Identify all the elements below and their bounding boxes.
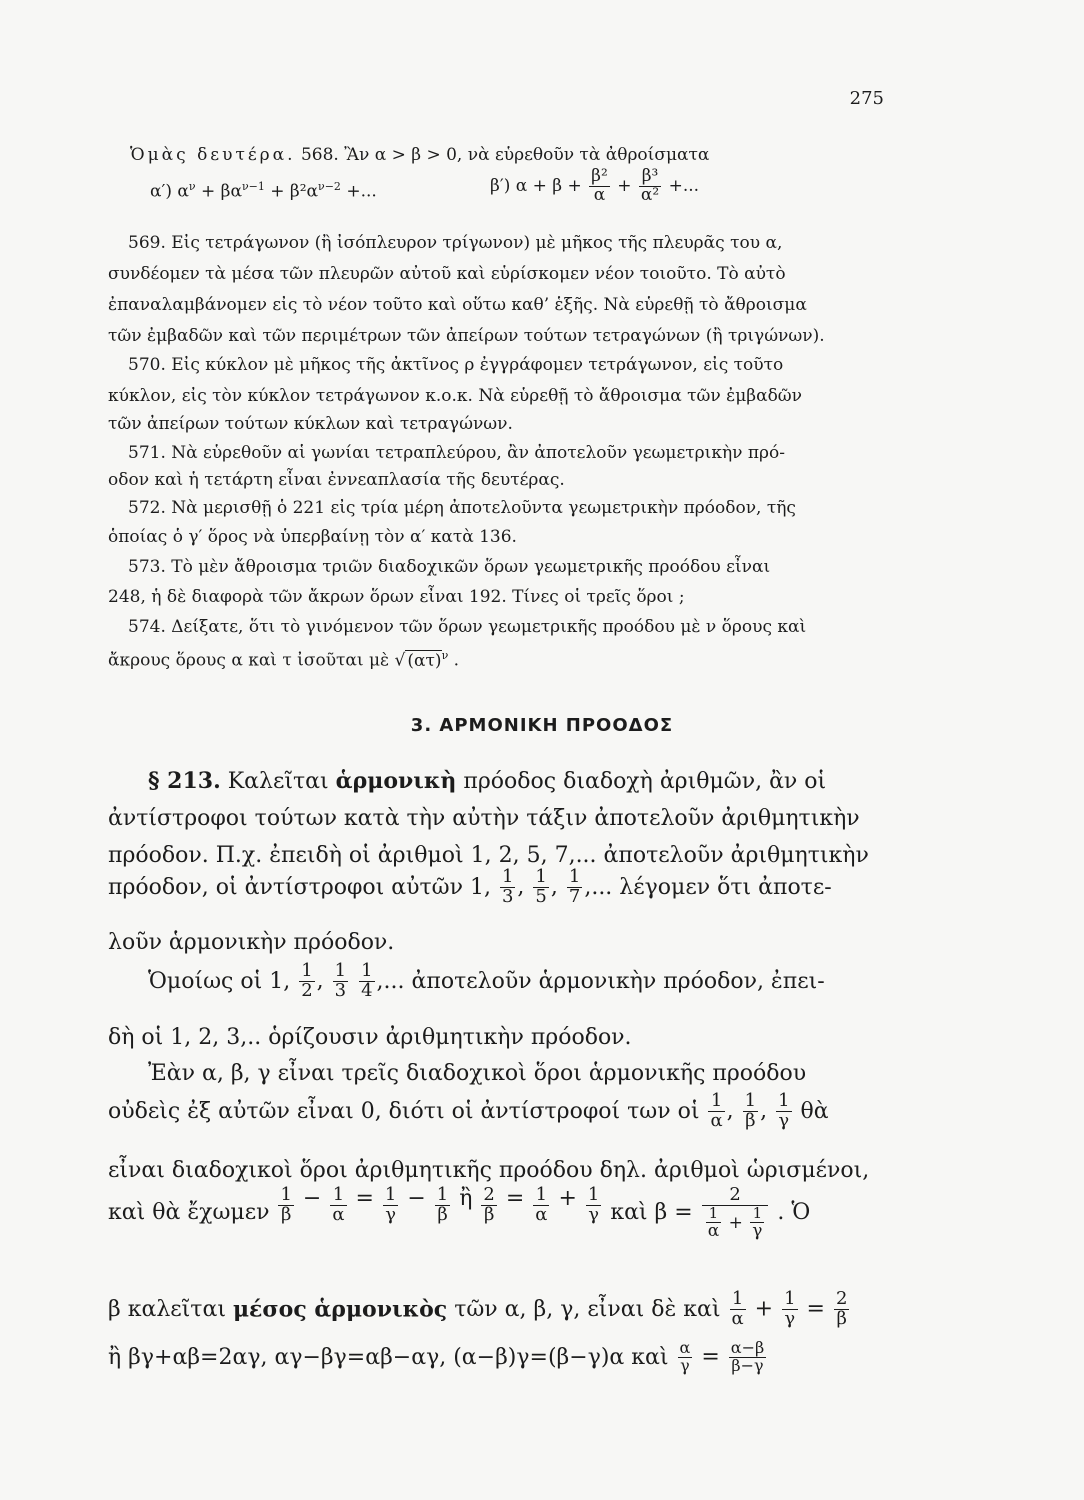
text: καὶ β = — [610, 1200, 693, 1225]
fraction: $\frac{1}{\beta}$ — [744, 1090, 757, 1131]
problem-571-line1: 571. Νὰ εὑρεθοῦν αἱ γωνίαι τετραπλεύρου, ἂν ἀποτελοῦν γεωμετρικὴν πρό- — [128, 443, 786, 463]
fraction: $\frac{\alpha-\beta}{\beta-\gamma}$ — [730, 1338, 765, 1375]
series-a-term1: α — [177, 181, 189, 202]
fraction: $\frac{1}{\beta}$ — [436, 1184, 449, 1225]
section-line3: πρόοδον. Π.χ. ἐπειδὴ οἱ ἀριθμοὶ 1, 2, 5, 7,... ἀποτελοῦν ἀριθμητικὴν — [108, 843, 869, 868]
series-a-term2: + βα — [200, 181, 242, 202]
fraction: $\frac{\text{β²}}{\alpha}$ — [591, 166, 608, 205]
fraction: $\frac{1}{\gamma}$ — [778, 1090, 790, 1131]
term-harmonic-mean: μέσος ἁρμονικὸς — [232, 1296, 448, 1323]
problem-568-text: 568. Ἂν α > β > 0, νὰ εὑρεθοῦν τὰ ἀθροίσματα — [300, 145, 710, 165]
text: πρόοδον, οἱ ἀντίστροφοι αὐτῶν 1, — [108, 874, 491, 900]
section-line5: λοῦν ἁρμονικὴν πρόοδον. — [108, 930, 395, 955]
problem-571-line2: οδον καὶ ἡ τετάρτη εἶναι ἐννεαπλασία τῆς δευτέρας. — [108, 470, 565, 490]
section-line2: ἀντίστροφοι τούτων κατὰ τὴν αὐτὴν τάξιν ἀποτελοῦν ἀριθμητικὴν — [108, 806, 860, 831]
fraction: $\frac{1}{\gamma}$ — [784, 1288, 796, 1329]
section-line8: Ἐὰν α, β, γ εἶναι τρεῖς διαδοχικοὶ ὅροι ἁρμονικῆς προόδου — [148, 1061, 807, 1086]
fraction: $\frac{\alpha}{\gamma}$ — [679, 1338, 691, 1375]
problem-569-line1: 569. Εἰς τετράγωνον (ἢ ἰσόπλευρον τρίγωνον) μὲ μῆκος τῆς πλευρᾶς του α, — [128, 233, 783, 253]
fraction: $\frac{1}{\alpha}$ — [731, 1288, 744, 1329]
section-line1 — [148, 768, 826, 794]
fraction: $\frac{1}{\gamma}$ — [587, 1184, 600, 1225]
radical: (ατ) — [407, 650, 442, 671]
fraction: $\frac{1}{2}$ — [301, 960, 313, 1001]
fraction: $\frac{1}{4}$ — [361, 960, 373, 1001]
section-line10: εἶναι διαδοχικοὶ ὅροι ἀριθμητικῆς προόδου δηλ. ἀριθμοὶ ὡρισμένοι, — [108, 1158, 870, 1183]
fraction: $\frac{1}{\beta}$ — [280, 1184, 292, 1225]
series-b: β′) α + β + $\frac{\text{β²}}{\alpha}$ + $\frac{\text{β³}}{\text{α²}}$ +... — [490, 166, 700, 205]
problem-570-line1: 570. Εἰς κύκλον μὲ μῆκος τῆς ἀκτῖνος ρ ἐγγράφομεν τετράγωνον, εἰς τοῦτο — [128, 355, 784, 375]
page-number: 275 — [849, 88, 884, 109]
problem-573-line2: 248, ἡ δὲ διαφορὰ τῶν ἄκρων ὅρων εἶναι 192. Τίνες οἱ τρεῖς ὅροι ; — [108, 587, 685, 607]
text: ἢ βγ+αβ=2αγ, αγ−βγ=αβ−αγ, (α−β)γ=(β−γ)α καὶ — [108, 1344, 669, 1370]
section-line7: δὴ οἱ 1, 2, 3,.. ὁρίζουσιν ἀριθμητικὴν πρόοδον. — [108, 1025, 632, 1050]
fraction: $\frac{1}{3}$ — [501, 866, 514, 907]
text: τῶν α, β, γ, εἶναι δὲ καὶ — [454, 1296, 721, 1322]
section-line13: ἢ βγ+αβ=2αγ, αγ−βγ=αβ−αγ, (α−β)γ=(β−γ)α καὶ $\frac{\alpha}{\gamma}$ = $\frac{\alpha-\beta}{\beta-\gamma}$ — [108, 1338, 765, 1375]
problem-569-line2: συνδέομεν τὰ μέσα τῶν πλευρῶν αὐτοῦ καὶ εὑρίσκομεν νέον τοιοῦτο. Τὸ αὐτὸ — [108, 264, 786, 284]
fraction: $\frac{1}{\alpha}$ — [535, 1184, 548, 1225]
text: ,... ἀποτελοῦν ἁρμονικὴν πρόοδον, ἐπει- — [376, 968, 825, 994]
problem-569-line4: τῶν ἐμβαδῶν καὶ τῶν περιμέτρων τῶν ἀπείρων τούτων τετραγώνων (ἢ τριγώνων). — [108, 326, 825, 346]
fraction: $\frac{\text{β³}}{\text{α²}}$ — [640, 166, 660, 205]
series-b-start: α + β + — [515, 175, 582, 196]
section-line6: Ὁμοίως οἱ 1, $\frac{1}{2}$ , $\frac{1}{3}$ $\frac{1}{4}$ ,... ἀποτελοῦν ἁρμονικὴν πρόοδον, ἐπει- — [148, 960, 825, 1001]
section-line12: β καλεῖται μέσος ἁρμονικὸς τῶν α, β, γ, εἶναι δὲ καὶ $\frac{1}{\alpha}$ + $\frac{1}{\gamma}$ = $\frac{2}{\beta}$ — [108, 1288, 848, 1329]
text: . Ὁ — [777, 1200, 811, 1225]
fraction: $\frac{1}{3}$ — [334, 960, 347, 1001]
fraction: $\frac{1}{\alpha}$ — [710, 1090, 723, 1131]
compound-fraction: 2 $\frac{1}{\alpha}$ + $\frac{1}{\gamma}$ — [702, 1186, 769, 1240]
section-line4: πρόοδον, οἱ ἀντίστροφοι αὐτῶν 1, $\frac{1}{3}$ , $\frac{1}{5}$ , $\frac{1}{7}$ ,... λέγομεν ὅτι ἀποτε- — [108, 866, 832, 907]
series-a: α′) $\alpha^\nu + \beta\alpha^{\nu-1} + \beta^2\alpha^{\nu-2}$ +... — [150, 180, 377, 202]
section-line9: οὐδεὶς ἐξ αὐτῶν εἶναι 0, διότι οἱ ἀντίστροφοί των οἱ $\frac{1}{\alpha}$ , $\frac{1}{\beta}$ , $\frac{1}{\gamma}$ θὰ — [108, 1090, 829, 1131]
text: πρόοδος διαδοχὴ ἀριθμῶν, ἂν οἱ — [463, 769, 827, 794]
section-line11: καὶ θὰ ἔχωμεν $\frac{1}{\beta}$ − $\frac{1}{\alpha}$ = $\frac{1}{\gamma}$ − $\frac{1}{\beta}$ ἢ $\frac{2}{\beta}$ = $\frac{1}{\alpha}$ + $\frac{1}{\gamma}$ καὶ β = 2 $\frac{1}{\alpha}$ + $\frac{1}{\gamma}$ . Ὁ — [108, 1184, 811, 1241]
problem-574-line1: 574. Δείξατε, ὅτι τὸ γινόμενον τῶν ὅρων γεωμετρικῆς προόδου μὲ ν ὅρους καὶ — [128, 617, 807, 637]
series-b-label: β′) — [490, 175, 511, 196]
text: ,... λέγομεν ὅτι ἀποτε- — [584, 874, 832, 900]
problem-568 — [130, 145, 709, 165]
section-title: 3. ΑΡΜΟΝΙΚΗ ΠΡΟΟΔΟΣ — [410, 715, 674, 736]
series-a-tail: +... — [346, 181, 377, 202]
fraction: $\frac{1}{\gamma}$ — [384, 1184, 397, 1225]
problem-573-line1: 573. Τὸ μὲν ἄθροισμα τριῶν διαδοχικῶν ὅρων γεωμετρικῆς προόδου εἶναι — [128, 557, 771, 577]
problem-572-line2: ὁποίας ὁ γ′ ὅρος νὰ ὑπερβαίνῃ τὸν α′ κατὰ 136. — [108, 527, 517, 547]
fraction: $\frac{1}{\alpha}$ — [332, 1184, 345, 1225]
series-b-tail: +... — [668, 175, 700, 196]
problem-572-line1: 572. Νὰ μερισθῇ ὁ 221 εἰς τρία μέρη ἀποτελοῦντα γεωμετρικὴν πρόοδον, τῆς — [128, 498, 796, 518]
fraction: $\frac{2}{\beta}$ — [483, 1184, 495, 1225]
text: Καλεῖται — [227, 769, 329, 794]
text: θὰ — [800, 1098, 829, 1124]
fraction: $\frac{1}{5}$ — [535, 866, 547, 907]
problem-570-line2: κύκλον, εἰς τὸν κύκλον τετράγωνον κ.ο.κ. Νὰ εὑρεθῇ τὸ ἄθροισμα τῶν ἐμβαδῶν — [108, 386, 802, 406]
problem-569-line3: ἐπαναλαμβάνομεν εἰς τὸ νέον τοῦτο καὶ οὕτω καθ’ ἑξῆς. Νὰ εὑρεθῇ τὸ ἄθροισμα — [108, 295, 807, 315]
fraction: $\frac{2}{\beta}$ — [835, 1288, 848, 1329]
fraction: $\frac{1}{7}$ — [568, 866, 581, 907]
text: οὐδεὶς ἐξ αὐτῶν εἶναι 0, διότι οἱ ἀντίστροφοί των οἱ — [108, 1098, 700, 1124]
series-a-label: α′) — [150, 181, 172, 202]
problem-570-line3: τῶν ἀπείρων τούτων κύκλων καὶ τετραγώνων. — [108, 414, 513, 434]
text: Ὁμοίως οἱ 1, — [148, 968, 291, 994]
term-harmonic: ἁρμονικὴ — [335, 768, 457, 794]
text: καὶ θὰ ἔχωμεν — [108, 1200, 270, 1225]
group-header: Ὁμὰς δευτέρα. — [130, 145, 296, 165]
series-a-term3: + β²α — [270, 181, 319, 202]
problem-574-text: ἄκρους ὅρους α καὶ τ ἰσοῦται μὲ — [108, 650, 390, 671]
text: β καλεῖται — [108, 1296, 226, 1322]
paragraph-number: § 213. — [148, 768, 221, 794]
problem-574-line2: ἄκρους ὅρους α καὶ τ ἰσοῦται μὲ √ $(\alpha\tau)^\nu$ . — [108, 649, 460, 671]
